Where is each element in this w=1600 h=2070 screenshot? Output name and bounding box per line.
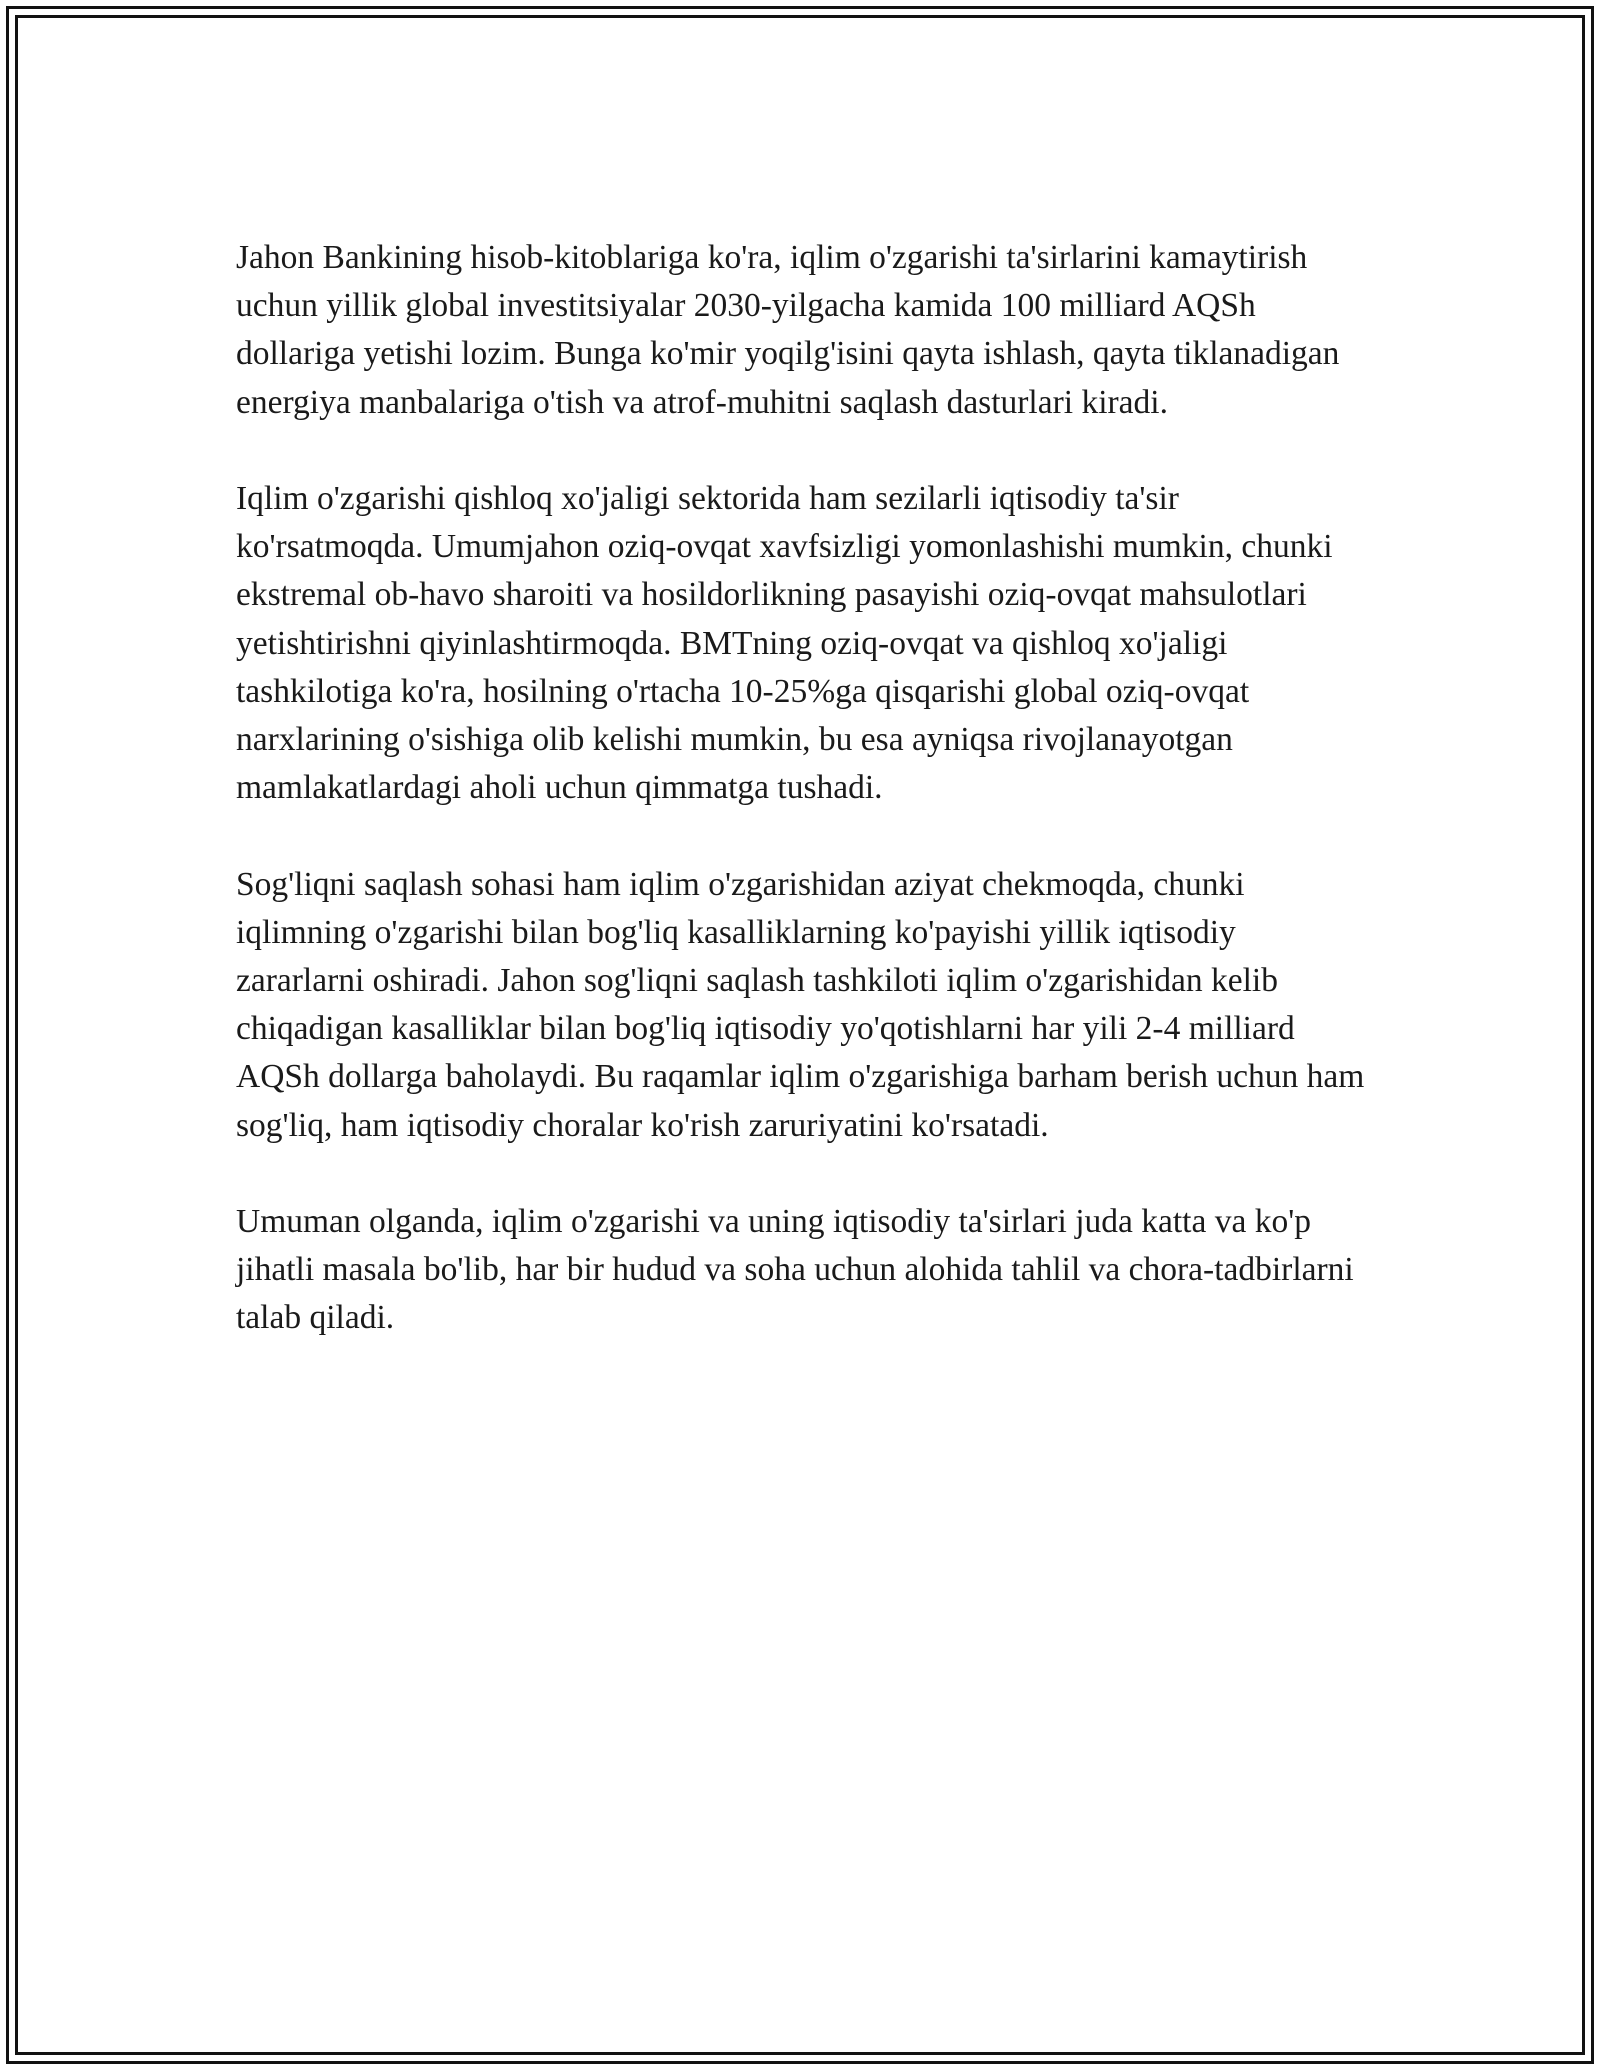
paragraph-world-bank-investment: Jahon Bankining hisob-kitoblariga ko'ra, iqlim o'zgarishi ta'sirlarini kamaytirish uchun yillik global investitsiyalar 2030-yilgacha kamida 100 milliard AQSh dollariga yetishi lozim. Bunga ko'mir yoqilg'isini qayta ishlash, qayta tiklanadigan energiya manbalariga o'tish va atrof-muhitni saqlash dasturlari kiradi. (236, 239, 1340, 421)
document-body (236, 234, 1366, 1391)
paragraph-health-impact: Sog'liqni saqlash sohasi ham iqlim o'zgarishidan aziyat chekmoqda, chunki iqlimning o'zgarishi bilan bog'liq kasalliklarning ko'payishi yillik iqtisodiy zararlarni oshiradi. Jahon sog'liqni saqlash tashkiloti iqlim o'zgarishidan kelib chiqadigan kasalliklar bilan bog'liq iqtisodiy yo'qotishlarni har yili 2-4 milliard AQSh dollarga baholaydi. Bu raqamlar iqlim o'zgarishiga barham berish uchun ham sog'liq, ham iqtisodiy choralar ko'rish zaruriyatini ko'rsatadi. (236, 865, 1365, 1144)
paragraph-conclusion: Umuman olganda, iqlim o'zgarishi va uning iqtisodiy ta'sirlari juda katta va ko'p jihatli masala bo'lib, har bir hudud va soha uchun alohida tahlil va chora-tadbirlarni talab qiladi. (236, 1203, 1354, 1337)
paragraph-agriculture-impact: Iqlim o'zgarishi qishloq xo'jaligi sektorida ham sezilarli iqtisodiy ta'sir ko'rsatmoqda. Umumjahon oziq-ovqat xavfsizligi yomonlashishi mumkin, chunki ekstremal ob-havo sharoiti va hosildorlikning pasayishi oziq-ovqat mahsulotlari yetishtirishni qiyinlashtirmoqda. BMTning oziq-ovqat va qishloq xo'jaligi tashkilotiga ko'ra, hosilning o'rtacha 10-25%ga qisqarishi global oziq-ovqat narxlarining o'sishiga olib kelishi mumkin, bu esa ayniqsa rivojlanayotgan mamlakatlardagi aholi uchun qimmatga tushadi. (236, 480, 1333, 807)
